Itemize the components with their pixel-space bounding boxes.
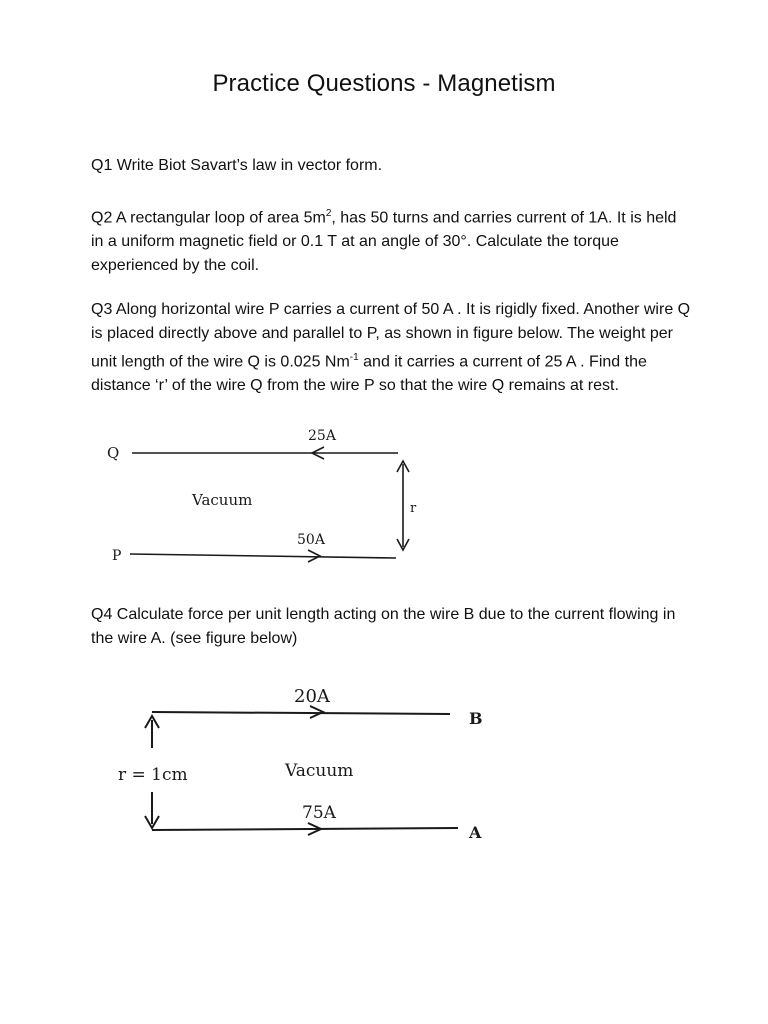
figure-wires-a-b [112, 676, 508, 852]
distance-label: r = 1cm [118, 765, 188, 785]
question-2-text-start: Q2 A rectangular loop of area 5m [91, 209, 326, 227]
question-1: Q1 Write Biot Savart’s law in vector form. [91, 157, 383, 174]
wire-b-current-label: 20A [294, 686, 330, 707]
figure-wires-a-b-diagram [112, 676, 508, 852]
question-3 [91, 298, 691, 398]
question-2-text-end: , has 50 turns and carries current of 1A. It is held in a uniform magnetic field or 0.1 T at an angle of 30°. Calculate the torque experienced by the coil. [91, 209, 677, 275]
wire-a-current-label: 75A [302, 803, 336, 823]
question-4: Q4 Calculate force per unit length acting on the wire B due to the current flowing in the wire A. (see figure below) [91, 606, 676, 647]
wire-b-line [152, 712, 450, 714]
distance-label: r [410, 501, 417, 516]
wire-b-current-arrow-icon [310, 706, 323, 718]
medium-label: Vacuum [285, 761, 354, 781]
wire-a-label: A [469, 823, 482, 842]
page-title: Practice Questions - Magnetism [212, 70, 556, 97]
wire-p-line [130, 554, 396, 558]
wire-a-line [152, 828, 458, 830]
question-3-text-end: and it carries a current of 25 A . Find the distance ‘r’ of the wire Q from the wire P so that the wire Q remains at rest. [91, 353, 647, 395]
question-2-superscript: 2 [325, 208, 332, 219]
figure-wires-q-p [92, 420, 424, 576]
question-3-superscript: -1 [349, 352, 359, 363]
wire-p-label: P [112, 548, 122, 564]
wire-b-label: B [469, 709, 483, 728]
figure-wires-q-p-diagram [92, 420, 424, 576]
wire-q-label: Q [107, 444, 120, 462]
question-2 [91, 202, 691, 278]
medium-label: Vacuum [192, 491, 253, 509]
wire-p-current-label: 50A [297, 532, 325, 548]
wire-q-current-label: 25A [308, 428, 336, 444]
question-3-text-start: Q3 Along horizontal wire P carries a current of 50 A . It is rigidly fixed. Another wire Q is placed directly above and parallel to P, as shown in figure below. The weight per unit length of the wire Q is 0.025 Nm [91, 301, 691, 371]
